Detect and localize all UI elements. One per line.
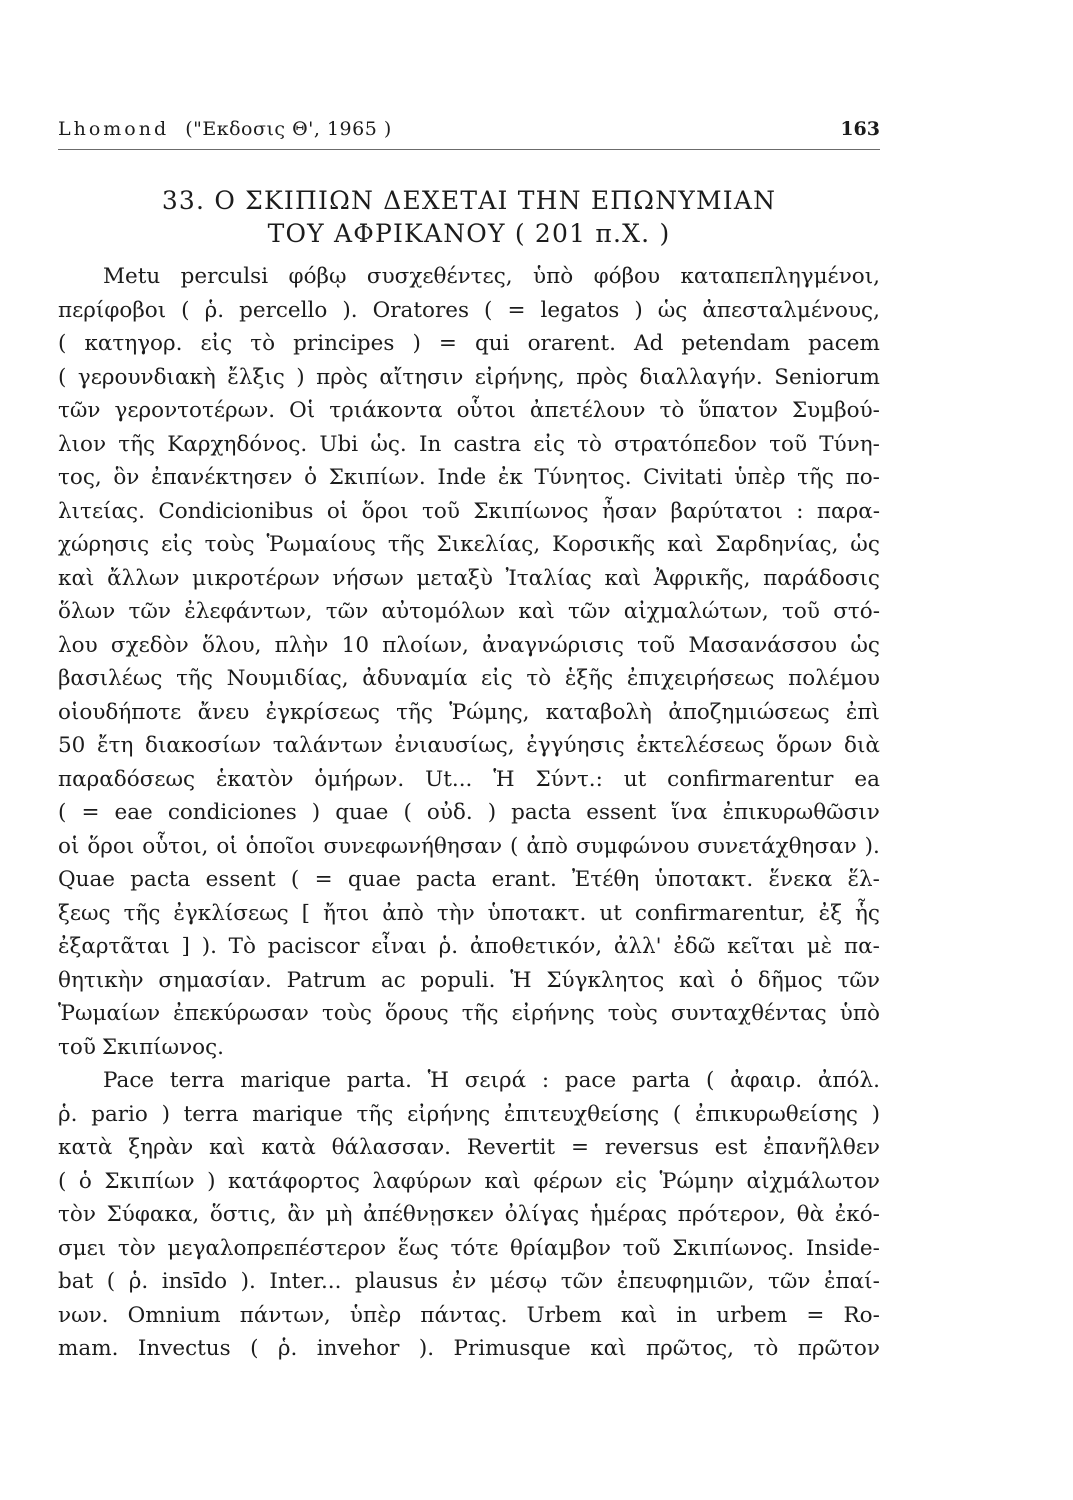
text-line: λιτείας. Condicionibus οἱ ὅροι τοῦ Σκιπίωνος ἦσαν βαρύτατοι : παρα- [58, 498, 880, 524]
text-line: τῶν γεροντοτέρων. Οἱ τριάκοντα οὗτοι ἀπετέλουν τὸ ὕπατον Συμβού- [58, 398, 880, 423]
text-line: σμει τὸν μεγαλοπρεπέστερον ἕως τότε θρίαμβον τοῦ Σκιπίωνος. Inside- [58, 1235, 880, 1261]
text-line: νων. Omnium πάντων, ὑπὲρ πάντας. Urbem καὶ in urbem = Ro- [58, 1302, 880, 1328]
text-line: ( ὁ Σκιπίων ) κατάφορτος λαφύρων καὶ φέρων εἰς Ῥώμην αἰχμάλωτον [58, 1168, 880, 1194]
text-line: οἱουδήποτε ἄνευ ἐγκρίσεως τῆς Ῥώμης, καταβολὴ ἀποζημιώσεως ἐπὶ [58, 699, 880, 725]
text-line: Quae pacta essent ( = quae pacta erant. Ἐτέθη ὑποτακτ. ἕνεκα ἕλ- [58, 867, 880, 892]
text-line: ὅλων τῶν ἐλεφάντων, τῶν αὐτομόλων καὶ τῶν αἰχμαλώτων, τοῦ στό- [58, 599, 880, 624]
text-line: λου σχεδὸν ὅλου, πλὴν 10 πλοίων, ἀναγνώρισις τοῦ Μασανάσσου ὡς [58, 632, 880, 658]
author-name: Lhomond [58, 118, 170, 140]
text-line: καὶ ἄλλων μικροτέρων νήσων μεταξὺ Ἰταλίας καὶ Ἀφρικῆς, παράδοσις [58, 565, 880, 591]
text-line: λιον τῆς Καρχηδόνος. Ubi ὡς. In castra εἰς τὸ στρατόπεδον τοῦ Τύνη- [58, 431, 880, 457]
text-line: Metu perculsi φόβῳ συσχεθέντες, ὑπὸ φόβου καταπεπληγμένοι, [103, 264, 880, 289]
text-line: οἱ ὅροι οὗτοι, οἱ ὁποῖοι συνεφωνήθησαν ( ἀπὸ συμφώνου συνετάχθησαν ). [58, 833, 880, 859]
text-line: βασιλέως τῆς Νουμιδίας, ἀδυναμία εἰς τὸ ἑξῆς ἐπιχειρήσεως πολέμου [58, 666, 880, 691]
body-text [58, 260, 880, 1366]
page [58, 118, 880, 1366]
text-line: ἐξαρτᾶται ] ). Τὸ paciscor εἶναι ῥ. ἀποθετικόν, ἀλλ' ἐδῶ κεῖται μὲ πα- [58, 934, 880, 959]
running-head [58, 118, 880, 150]
text-line: ξεως τῆς ἐγκλίσεως [ ἤτοι ἀπὸ τὴν ὑποτακτ. ut confirmarentur, ἐξ ἧς [58, 900, 880, 926]
text-line: παραδόσεως ἑκατὸν ὁμήρων. Ut... Ἡ Σύντ.: ut confirmarentur ea [58, 766, 880, 792]
text-line: ( κατηγορ. εἰς τὸ principes ) = qui orarent. Ad petendam pacem [58, 331, 880, 356]
text-line: Ῥωμαίων ἐπεκύρωσαν τοὺς ὅρους τῆς εἰρήνης τοὺς συνταχθέντας ὑπὸ [58, 1001, 880, 1026]
text-line: bat ( ῥ. insīdo ). Inter... plausus ἐν μέσῳ τῶν ἐπευφημιῶν, τῶν ἐπαί- [58, 1269, 880, 1294]
text-line: mam. Invectus ( ῥ. invehor ). Primusque καὶ πρῶτος, τὸ πρῶτον [58, 1336, 880, 1361]
text-line: Pace terra marique parta. Ἡ σειρά : pace parta ( ἀφαιρ. ἀπόλ. [103, 1068, 880, 1093]
section-title-line-2: ΤΟΥ ΑΦΡΙΚΑΝΟΥ ( 201 π.Χ. ) [267, 219, 671, 248]
page-number: 163 [840, 118, 880, 140]
text-line: 50 ἔτη διακοσίων ταλάντων ἐνιαυσίως, ἐγγύησις ἐκτελέσεως ὅρων διὰ [58, 733, 880, 758]
text-line: κατὰ ξηρὰν καὶ κατὰ θάλασσαν. Revertit = reversus est ἐπανῆλθεν [58, 1135, 880, 1160]
text-line: χώρησις εἰς τοὺς Ῥωμαίους τῆς Σικελίας, Κορσικῆς καὶ Σαρδηνίας, ὡς [58, 532, 880, 557]
running-head-left [58, 118, 392, 140]
section-title-line-1: 33. Ο ΣΚΙΠΙΩΝ ΔΕΧΕΤΑΙ ΤΗΝ ΕΠΩΝΥΜΙΑΝ [161, 186, 777, 215]
text-line: ( = eae condiciones ) quae ( οὐδ. ) pacta essent ἵνα ἐπικυρωθῶσιν [58, 800, 880, 825]
text-line: θητικὴν σημασίαν. Patrum ac populi. Ἡ Σύγκλητος καὶ ὁ δῆμος τῶν [58, 967, 880, 993]
edition-info: ("Εκδοσις Θ', 1965 ) [185, 118, 392, 140]
text-line: περίφοβοι ( ῥ. percello ). Oratores ( = legatos ) ὡς ἀπεσταλμένους, [58, 297, 880, 323]
text-line: ῥ. pario ) terra marique τῆς εἰρήνης ἐπιτευχθείσης ( ἐπικυρωθείσης ) [58, 1101, 880, 1127]
text-line: τος, ὃν ἐπανέκτησεν ὁ Σκιπίων. Inde ἐκ Τύνητος. Civitati ὑπὲρ τῆς πο- [58, 465, 880, 490]
text-line: τοῦ Σκιπίωνος. [58, 1034, 224, 1060]
section-title [58, 184, 880, 250]
text-line: ( γερουνδιακὴ ἔλξις ) πρὸς αἴτησιν εἰρήνης, πρὸς διαλλαγήν. Seniorum [58, 364, 880, 390]
text-line: τὸν Σύφακα, ὅστις, ἂν μὴ ἀπέθνῃσκεν ὀλίγας ἡμέρας πρότερον, θὰ ἐκό- [58, 1202, 880, 1227]
